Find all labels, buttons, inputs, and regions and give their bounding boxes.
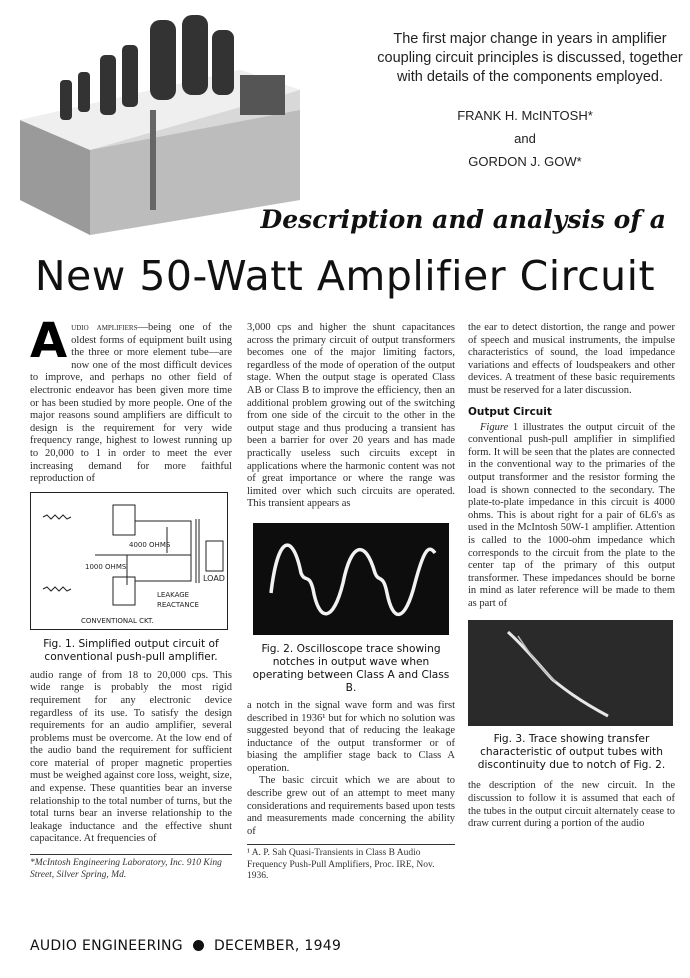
body-paragraph: a notch in the signal wave form and was first described in 1936¹ but for which no solution was suggested beyond that of reducing the leakage inductance of the output transformer or of biasing the amplifier stage back to Class A operation.	[247, 699, 455, 774]
intro-blurb: The first major change in years in amplifier coupling circuit principles is discussed, together with details of the components employed.	[377, 31, 683, 85]
column-1-bottom	[30, 670, 232, 846]
issue-date: DECEMBER, 1949	[213, 938, 342, 954]
column-2-bottom	[247, 700, 455, 839]
column-1-top: Audio amplifiers—being one of the oldest forms of equipment built using the three or more element tube—are now one of the most difficult devices to improve, and perhaps no other field of electronic endeavor has been given more time or has been studied by more people. One of the major reasons sound amplifiers are difficult to design is the requirement for very wide frequency range, highest to lowest running up to 20,000 to 1 in order to meet the ever increasing demand for more faithful reproduction of	[30, 313, 232, 485]
bullet-icon	[193, 940, 204, 951]
figure-2-caption: Fig. 2. Oscilloscope trace showing notches in output wave when operating between Class A and Class B.	[252, 642, 450, 694]
footnote-affiliation: *McIntosh Engineering Laboratory, Inc. 910 King Street, Silver Spring, Md.	[30, 854, 232, 881]
label-leakage: LEAKAGE	[157, 590, 190, 599]
figure-1-caption: Fig. 1. Simplified output circuit of conventional push-pull amplifier.	[43, 637, 219, 663]
article-title: New 50-Watt Amplifier Circuit	[34, 252, 656, 300]
figure-3-transfer-trace	[468, 620, 673, 726]
publication-name: AUDIO ENGINEERING	[30, 938, 183, 954]
column-2	[247, 322, 455, 883]
column-3-bottom	[468, 780, 675, 830]
column-3	[468, 322, 675, 831]
label-conventional-ckt: CONVENTIONAL CKT.	[81, 616, 154, 625]
body-paragraph: 3,000 cps and higher the shunt capacitances across the primary circuit of output transformers becomes one of the major limiting factors, regardless of the mode of operation of the output stage. When the output stage is operated Class AB or Class B to improve the efficiency, then an additional problem growing out of the switching from one side of the circuit to the other in the output stage and thus producing a transient has been a barrier for over 20 years and has made practically useless such circuits except in applications where the harmonic content was not of great importance or where the range was limited over which such circuits are operated. This transient appears as	[247, 322, 455, 510]
footnote-reference: ¹ A. P. Sah Quasi-Transients in Class B Audio Frequency Push-Pull Amplifiers, Proc. IRE, Nov. 1936.	[247, 844, 455, 883]
label-1000-ohms: 1000 OHMS	[85, 562, 127, 571]
column-3-top	[468, 322, 675, 610]
figure-3-caption: Fig. 3. Trace showing transfer characteristic of output tubes with discontinuity due to notch of Fig. 2.	[477, 733, 666, 772]
body-paragraph: the description of the new circuit. In the discussion to follow it is assumed that each of the tubes in the output circuit alternately cease to draw current during a portion of the audio	[468, 780, 675, 830]
body-paragraph: the ear to detect distortion, the range and power of speech and musical instruments, the impulse characteristics of sound, the load impedance variations and effects of loudspeakers and other devices. A treatment of these basic requirements must be reserved for a later discussion.	[468, 322, 675, 396]
author-1: FRANK H. McINTOSH*	[457, 108, 593, 123]
column-1	[30, 313, 232, 881]
body-paragraph: Figure 1 illustrates the output circuit of the conventional push-pull amplifier in simplified form. It will be seen that the plates are connected in the conventional way to the primaries of the output transformer and the resistor forming the load is shown connected to the secondary. The plate-to-plate impedance in this circuit is 4000 ohms. This is about right for a pair of 6L6's as used in the McIntosh 50W-1 amplifier. Attention is called to the 1000-ohm impedance which corresponds to the circuit from the plate to the center tap of the primary of this output transformer. These impedances should be borne in mind as later reference will be made to them as part of	[468, 421, 675, 609]
column-2-top	[247, 322, 455, 511]
label-reactance: REACTANCE	[157, 600, 199, 609]
page-footer	[30, 938, 341, 954]
figure-1-circuit-diagram	[30, 492, 228, 630]
body-paragraph: The basic circuit which we are about to describe grew out of an attempt to meet many considerations and requirements based upon tests and measurements made concerning the ability of	[247, 775, 455, 837]
amplifier-photo	[0, 0, 330, 240]
body-paragraph: audio range of from 18 to 20,000 cps. This wide range is probably the most rigid requirement for any electronic device regardless of its use. To satisfy the design requirements for an audio amplifier, several problems must be overcome. At the low end of the audio band the requirement for sufficient core material of proper magnetic properties must be weighed against core loss, weight, size, and expense. These quantities bear an inverse relationship to the total number of turns, but the total turns bear an inverse relationship to the leakage inductance and the effective shunt capacitance. At frequencies of	[30, 669, 232, 845]
label-4000-ohms: 4000 OHMS	[129, 540, 171, 549]
article-kicker: Description and analysis of a	[260, 205, 666, 234]
author-2: GORDON J. GOW*	[468, 154, 582, 169]
label-load: LOAD	[203, 573, 225, 583]
drop-cap: A	[30, 313, 68, 369]
author-conjunction: and	[514, 131, 536, 146]
figure-2-oscilloscope-trace	[253, 523, 449, 635]
body-paragraph: —being one of the oldest forms of equipment built using the three or more element tube—are now one of the most difficult devices to improve, and perhaps no other field of electronic endeavor has been given more time or has been studied by more people. One of the major reasons sound amplifiers are difficult to design is the requirement for very wide frequency range, highest to lowest running up to 20,000 to 1 in order to meet the ever increasing demand for more faithful reproduction of	[30, 322, 232, 485]
section-heading: Output Circuit	[468, 405, 552, 418]
